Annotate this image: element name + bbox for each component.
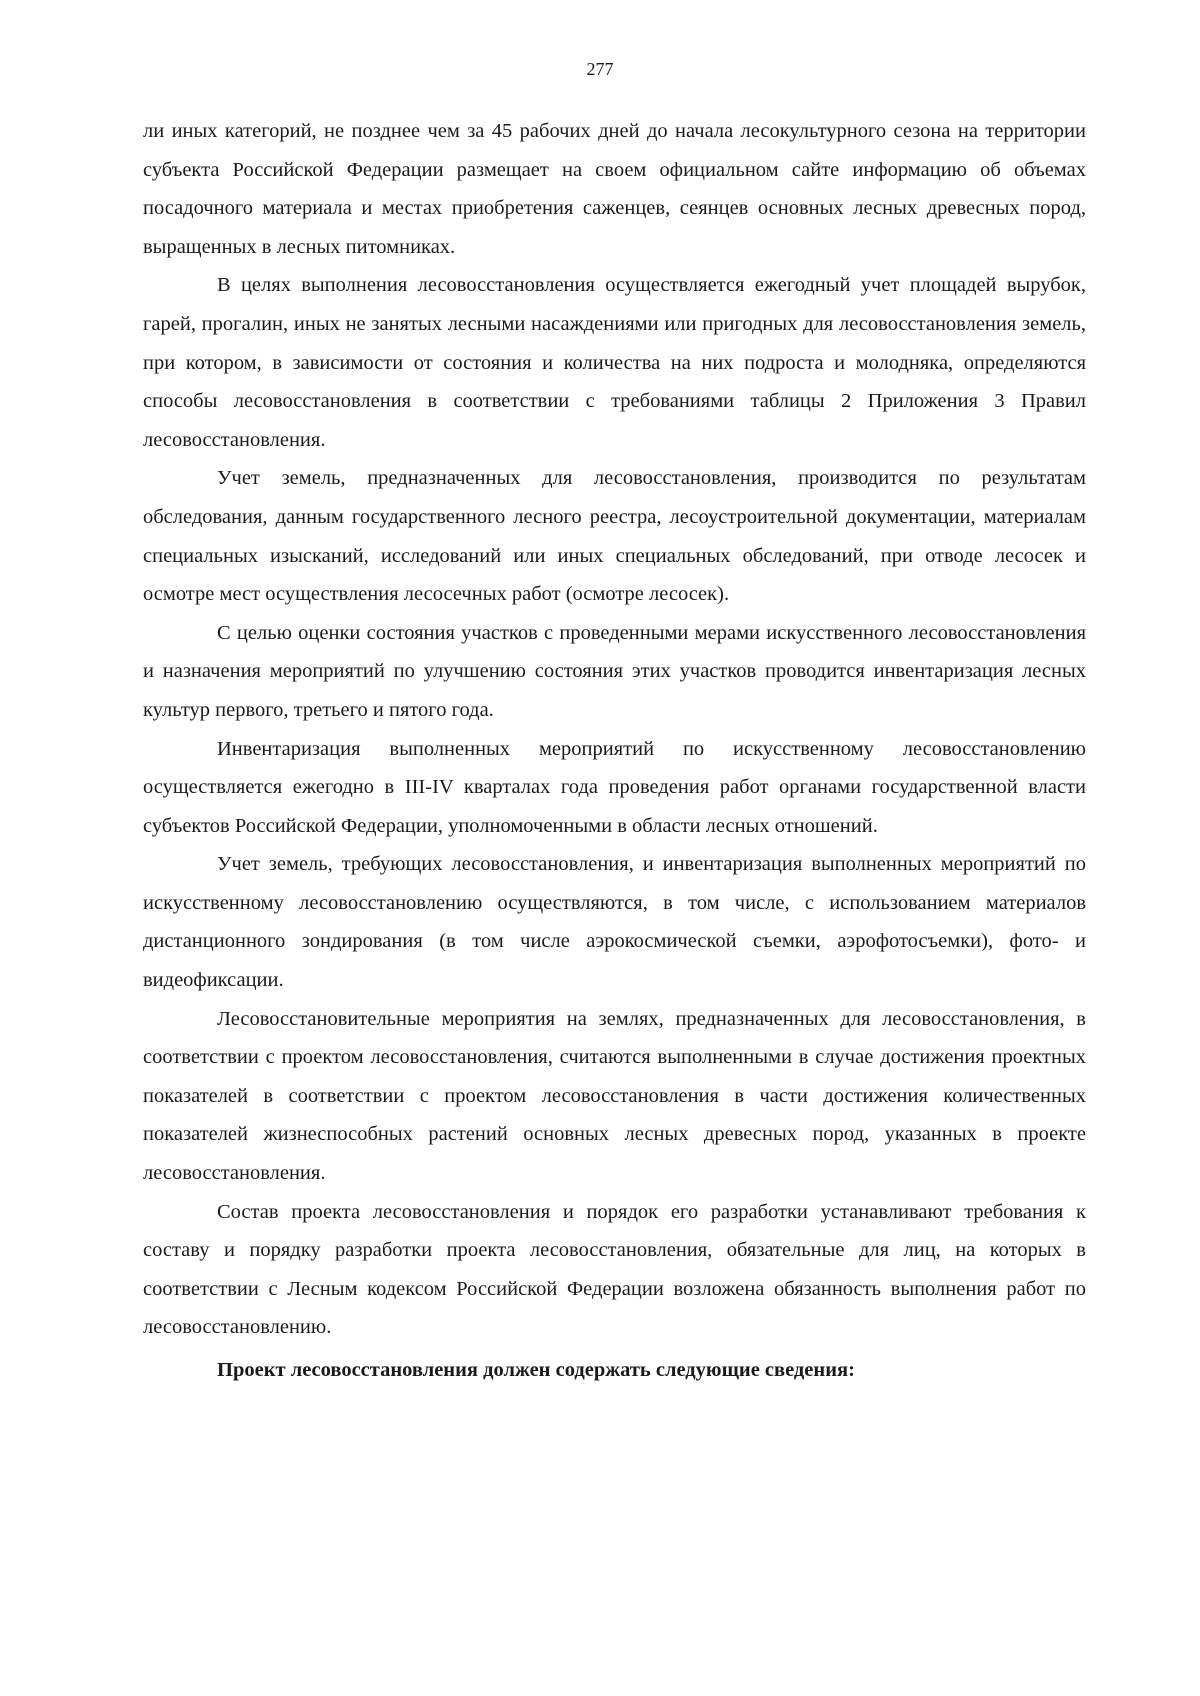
paragraph-2: В целях выполнения лесовосстановления осуществляется ежегодный учет площадей вырубок, гарей, прогалин, иных не занятых лесными насаждениями или пригодных для лесовосстановления земель, при котором, в зависимости от состояния и количества на них подроста и молодняка, определяются способы лесовосстановления в соответствии с требованиями таблицы 2 Приложения 3 Правил лесовосстановления.	[143, 274, 1086, 451]
paragraph-3: Учет земель, предназначенных для лесовосстановления, производится по результатам обследования, данным государственного лесного реестра, лесоустроительной документации, материалам специальных изысканий, исследований или иных специальных обследований, при отводе лесосек и осмотре мест осуществления лесосечных работ (осмотре лесосек).	[143, 467, 1086, 606]
section-heading: Проект лесовосстановления должен содержать следующие сведения:	[217, 1359, 855, 1381]
paragraph-4: С целью оценки состояния участков с проведенными мерами искусственного лесовосстановления и назначения мероприятий по улучшению состояния этих участков проводится инвентаризация лесных культур первого, третьего и пятого года.	[143, 621, 1086, 721]
paragraph-1: ли иных категорий, не позднее чем за 45 рабочих дней до начала лесокультурного сезона на территории субъекта Российской Федерации размещает на своем официальном сайте информацию об объемах посадочного материала и местах приобретения саженцев, сеянцев основных лесных древесных пород, выращенных в лесных питомниках.	[143, 120, 1086, 258]
text-body	[143, 112, 1086, 1390]
paragraph-6: Учет земель, требующих лесовосстановления, и инвентаризация выполненных мероприятий по искусственному лесовосстановлению осуществляются, в том числе, с использованием материалов дистанционного зондирования (в том числе аэрокосмической съемки, аэрофотосъемки), фото- и видеофиксации.	[143, 853, 1086, 992]
page-number: 277	[586, 59, 614, 79]
paragraph-5: Инвентаризация выполненных мероприятий по искусственному лесовосстановлению осуществляется ежегодно в III-IV кварталах года проведения работ органами государственной власти субъектов Российской Федерации, уполномоченными в области лесных отношений.	[143, 737, 1086, 837]
paragraph-7: Лесовосстановительные мероприятия на землях, предназначенных для лесовосстановления, в соответствии с проектом лесовосстановления, считаются выполненными в случае достижения проектных показателей в соответствии с проектом лесовосстановления в части достижения количественных показателей жизнеспособных растений основных лесных древесных пород, указанных в проекте лесовосстановления.	[143, 1007, 1086, 1185]
paragraph-8: Состав проекта лесовосстановления и порядок его разработки устанавливают требования к составу и порядку разработки проекта лесовосстановления, обязательные для лиц, на которых в соответствии с Лесным кодексом Российской Федерации возложена обязанность выполнения работ по лесовосстановлению.	[143, 1200, 1086, 1339]
